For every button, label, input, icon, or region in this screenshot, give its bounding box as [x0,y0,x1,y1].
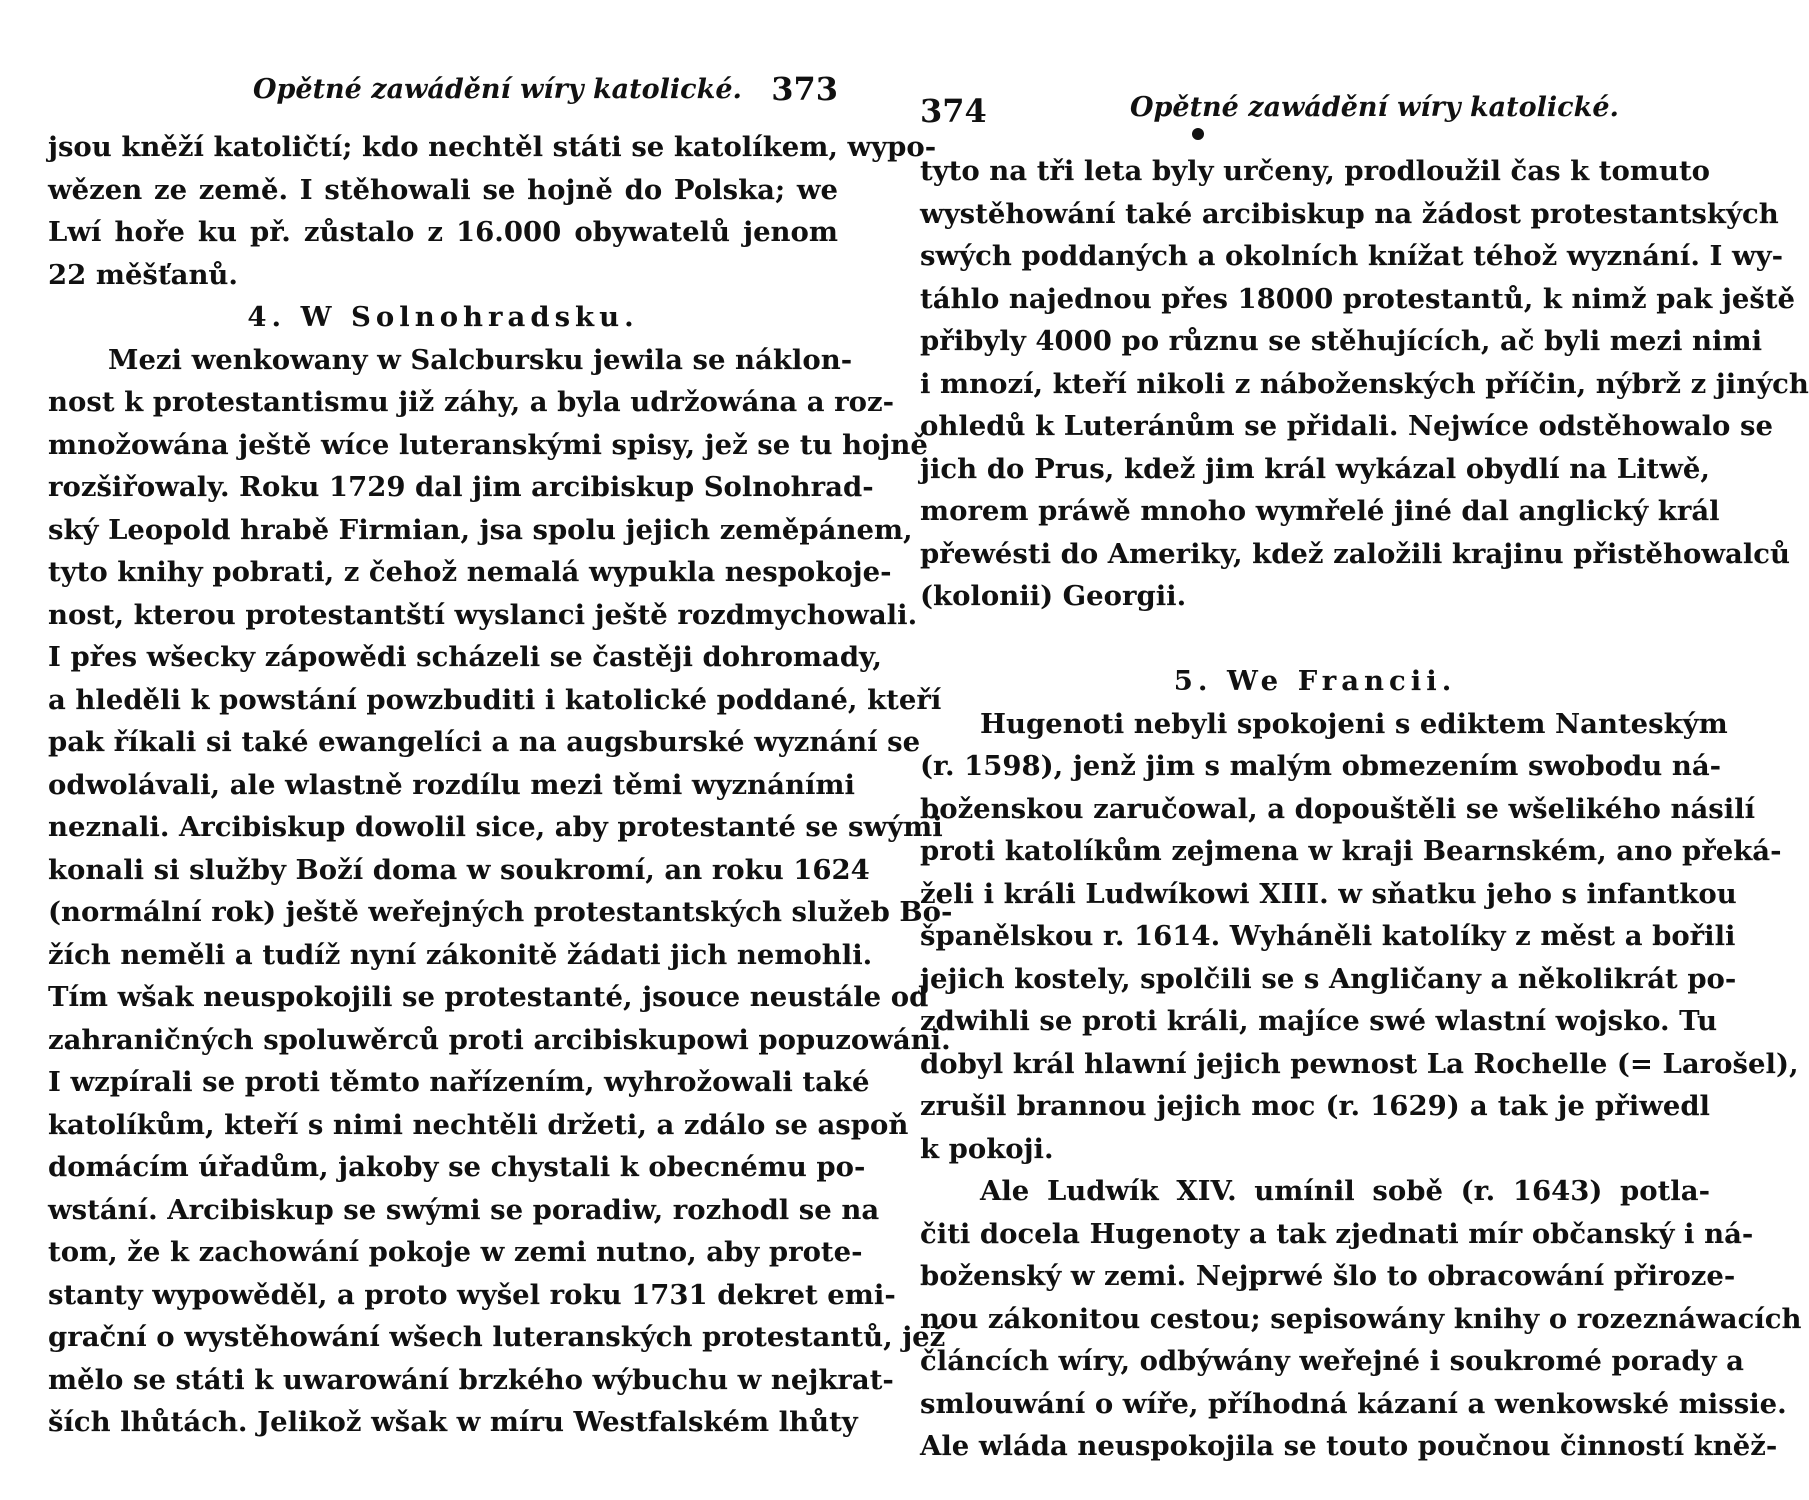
text-line: smlouwání o wíře, příhodná kázaní a wenkowské missie. [920,1387,1787,1420]
running-head [920,70,1710,130]
text-line: zrušil brannou jejich moc (r. 1629) a tak je přiwedl [920,1090,1710,1122]
text-line: (kolonii) Georgii. [920,580,1187,612]
text-line: domácím úřadům, jakoby se chystali k obecnému po- [48,1151,866,1183]
text-line: jich do Prus, kdež jim král wykázal obydlí na Litwě, [920,452,1710,485]
left-page [48,0,953,1500]
text-line: I wzpírali se proti těmto nařízením, wyhrožowali také [48,1066,870,1098]
text-line: boženský w zemi. Nejprwé šlo to obracowání přiroze- [920,1260,1736,1292]
text-line: a hleděli k powstání powzbuditi i katolické poddané, kteří [48,683,942,716]
text-line: tyto na tři leta byly určeny, prodloužil čas k tomuto [920,155,1710,187]
text-line: proti katolíkům zejmena w kraji Bearnském, ano překá- [920,835,1782,867]
text-line: mělo se státi k uwarowání brzkého wýbuchu w nejkrat- [48,1363,894,1396]
text-line: katolíkům, kteří s nimi nechtěli držeti, a zdálo se aspoň [48,1108,909,1141]
right-page [920,0,1809,1500]
text-line: nost k protestantismu již záhy, a byla udržowána a roz- [48,386,895,418]
text-line: Mezi wenkowany w Salcbursku jewila se náklon- [108,343,853,376]
text-line: zahraničných spoluwěrců proti arcibiskupowi popuzowáni. [48,1023,951,1056]
text-line: pak říkali si také ewangelíci a na augsburské wyznání se [48,726,921,758]
ink-mark [1192,128,1204,140]
text-line: dobyl král hlawní jejich pewnost La Rochelle (= Larošel), [920,1047,1799,1080]
text-line: neznali. Arcibiskup dowolil sice, aby protestanté se swými [48,811,943,843]
text-line: (normální rok) ještě weřejných protestantských služeb Bo- [48,896,953,928]
text-line: (r. 1598), jenž jim s malým obmezením swobodu ná- [920,750,1722,782]
text-line: ský Leopold hrabě Firmian, jsa spolu jejich zeměpánem, [48,513,913,546]
section-heading: 4. W Solnohradsku. [247,301,639,333]
text-line: Tím wšak neuspokojili se protestanté, jsouce neustále od [48,981,929,1013]
section-heading: 5. We Francii. [1173,665,1457,697]
text-line: morem práwě mnoho wymřelé jiné dal anglický král [920,495,1720,527]
page-number: 373 [771,70,838,108]
text-line: Lwí hoře ku př. zůstalo z 16.000 obywatelů jenom [48,216,838,248]
text-line: čiti docela Hugenoty a tak zjednati mír občanský i ná- [920,1217,1754,1250]
text-line: žích neměli a tudíž nyní zákonitě žádati jich nemohli. [48,938,873,971]
text-line: wězen ze země. I stěhowali se hojně do Polska; we [48,173,838,206]
page-number: 374 [920,92,987,130]
text-line: španělskou r. 1614. Wyháněli katolíky z měst a bořili [920,920,1736,952]
text-line: I přes wšecky zápowědi scházeli se častěji dohromady, [48,641,882,673]
text-line: článcích wíry, odbýwány weřejné i soukromé porady a [920,1345,1744,1377]
text-line: odwolávali, ale wlastně rozdílu mezi těmi wyznáními [48,768,855,801]
text-line: množowána ještě wíce luteranskými spisy, jež se tu hojně [48,428,928,461]
text-line: přewésti do Ameriky, kdež založili krajinu přistěhowalců [920,537,1791,570]
text-line: ohledů k Luteránům se přidali. Nejwíce odstěhowalo se [920,410,1773,442]
text-line: 22 měšťanů. [48,258,239,291]
text-line: wstání. Arcibiskup se swými se poradiw, rozhodl se na [48,1193,880,1226]
text-line: tom, že k zachowání pokoje w zemi nutno, aby prote- [48,1236,863,1268]
text-line: Ale wláda neuspokojila se touto poučnou činností kněž- [920,1430,1778,1462]
running-head-title: Opětné zawádění wíry katolické. [253,74,742,105]
body-text [920,150,1809,1468]
text-line: nou zákonitou cestou; sepisowány knihy o rozeznáwacích [920,1302,1802,1335]
text-line: nost, kterou protestantští wyslanci ještě rozdmychowali. [48,598,918,631]
blank-line [920,618,1710,661]
text-line: ších lhůtách. Jelikož wšak w míru Westfalském lhůty [48,1406,858,1438]
running-head-title: Opětné zawádění wíry katolické. [1130,92,1619,123]
text-line: táhlo najednou přes 18000 protestantů, k nimž pak ještě [920,282,1796,315]
body-text [48,126,953,1444]
text-line: Ale Ludwík XIV. umínil sobě (r. 1643) potla- [980,1175,1710,1207]
text-line: tyto knihy pobrati, z čehož nemalá wypukla nespokoje- [48,556,892,588]
text-line: Hugenoti nebyli spokojeni s ediktem Nanteským [980,707,1728,740]
text-line: boženskou zaručowal, a dopouštěli se wšelikého násilí [920,792,1756,825]
text-line: želi i králi Ludwíkowi XIII. w sňatku jeho s infantkou [920,877,1737,910]
text-line: swých poddaných a okolních knížat téhož wyznání. I wy- [920,240,1784,272]
text-line: jejich kostely, spolčili se s Angličany a několikrát po- [920,962,1737,995]
text-line: jsou kněží katoličtí; kdo nechtěl státi se katolíkem, wypo- [48,131,937,163]
running-head [48,70,838,110]
text-line: i mnozí, kteří nikoli z náboženských příčin, nýbrž z jiných [920,367,1809,400]
text-line: rozšiřowaly. Roku 1729 dal jim arcibiskup Solnohrad- [48,471,874,503]
text-line: k pokoji. [920,1132,1054,1165]
text-line: wystěhowání také arcibiskup na žádost protestantských [920,197,1779,230]
text-line: přibyly 4000 po různu se stěhujících, ač byli mezi nimi [920,325,1763,357]
text-line: stanty wypowěděl, a proto wyšel roku 1731 dekret emi- [48,1278,896,1311]
text-line: zdwihli se proti králi, majíce swé wlastní wojsko. Tu [920,1005,1718,1037]
text-line: grační o wystěhowání wšech luteranských protestantů, jež [48,1321,946,1353]
text-line: konali si služby Boží doma w soukromí, an roku 1624 [48,853,870,886]
